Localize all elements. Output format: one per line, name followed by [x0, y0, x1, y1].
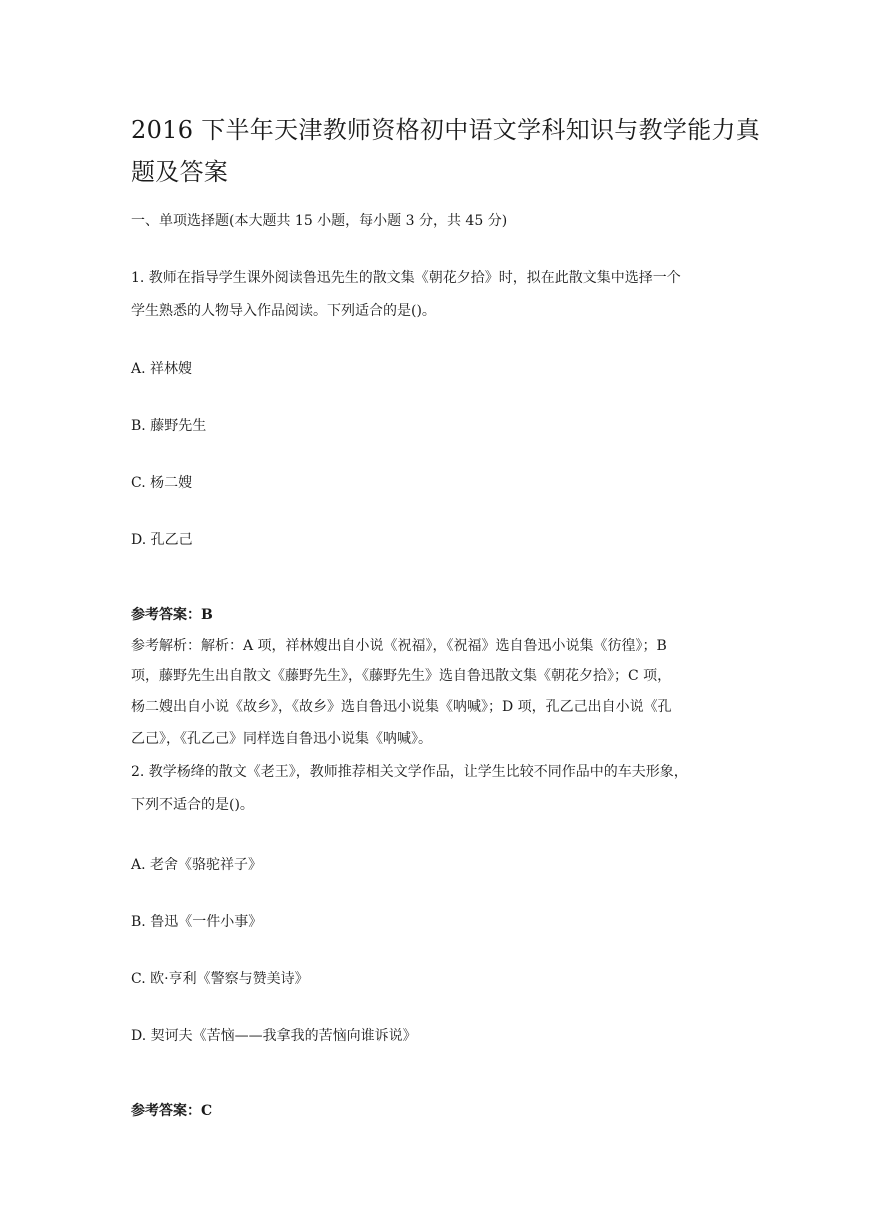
question-2-option-a: A. 老舍《骆驼祥子》 — [131, 857, 263, 873]
question-2-answer: 参考答案：C — [131, 1103, 213, 1119]
question-1-analysis-line-3: 杨二嫂出自小说《故乡》，《故乡》选自鲁迅小说集《呐喊》；D 项，孔乙己出自小说《孔 — [131, 699, 672, 715]
question-1-analysis-line-1: 参考解析：解析：A 项，祥林嫂出自小说《祝福》，《祝福》选自鲁迅小说集《彷徨》；B — [131, 638, 667, 654]
section-heading: 一、单项选择题(本大题共 15 小题，每小题 3 分，共 45 分) — [131, 213, 508, 229]
question-1-analysis-line-2: 项，藤野先生出自散文《藤野先生》，《藤野先生》选自鲁迅散文集《朝花夕拾》；C 项， — [131, 668, 672, 684]
question-1-option-a: A. 祥林嫂 — [131, 361, 193, 377]
question-1-stem-line-2: 学生熟悉的人物导入作品阅读。下列适合的是()。 — [131, 303, 436, 319]
question-1-option-b: B. 藤野先生 — [131, 418, 207, 434]
document-title-line-2: 题及答案 — [131, 158, 229, 186]
document-title-line-1: 2016 下半年天津教师资格初中语文学科知识与教学能力真 — [131, 116, 761, 144]
question-2-option-c: C. 欧·亨利《警察与赞美诗》 — [131, 971, 309, 987]
question-2-option-b: B. 鲁迅《一件小事》 — [131, 914, 263, 930]
question-1-analysis-line-4: 乙己》，《孔乙己》同样选自鲁迅小说集《呐喊》。 — [131, 731, 432, 747]
question-1-option-d: D. 孔乙己 — [131, 532, 193, 548]
question-2-option-d: D. 契诃夫《苦恼——我拿我的苦恼向谁诉说》 — [131, 1028, 417, 1044]
question-2-stem-line-2: 下列不适合的是()。 — [131, 797, 254, 813]
question-2-stem-line-1: 2. 教学杨绛的散文《老王》，教师推荐相关文学作品，让学生比较不同作品中的车夫形象， — [131, 764, 688, 780]
question-1-option-c: C. 杨二嫂 — [131, 475, 193, 491]
question-1-answer: 参考答案：B — [131, 607, 213, 623]
question-1-stem-line-1: 1. 教师在指导学生课外阅读鲁迅先生的散文集《朝花夕拾》时，拟在此散文集中选择一个 — [131, 270, 681, 286]
